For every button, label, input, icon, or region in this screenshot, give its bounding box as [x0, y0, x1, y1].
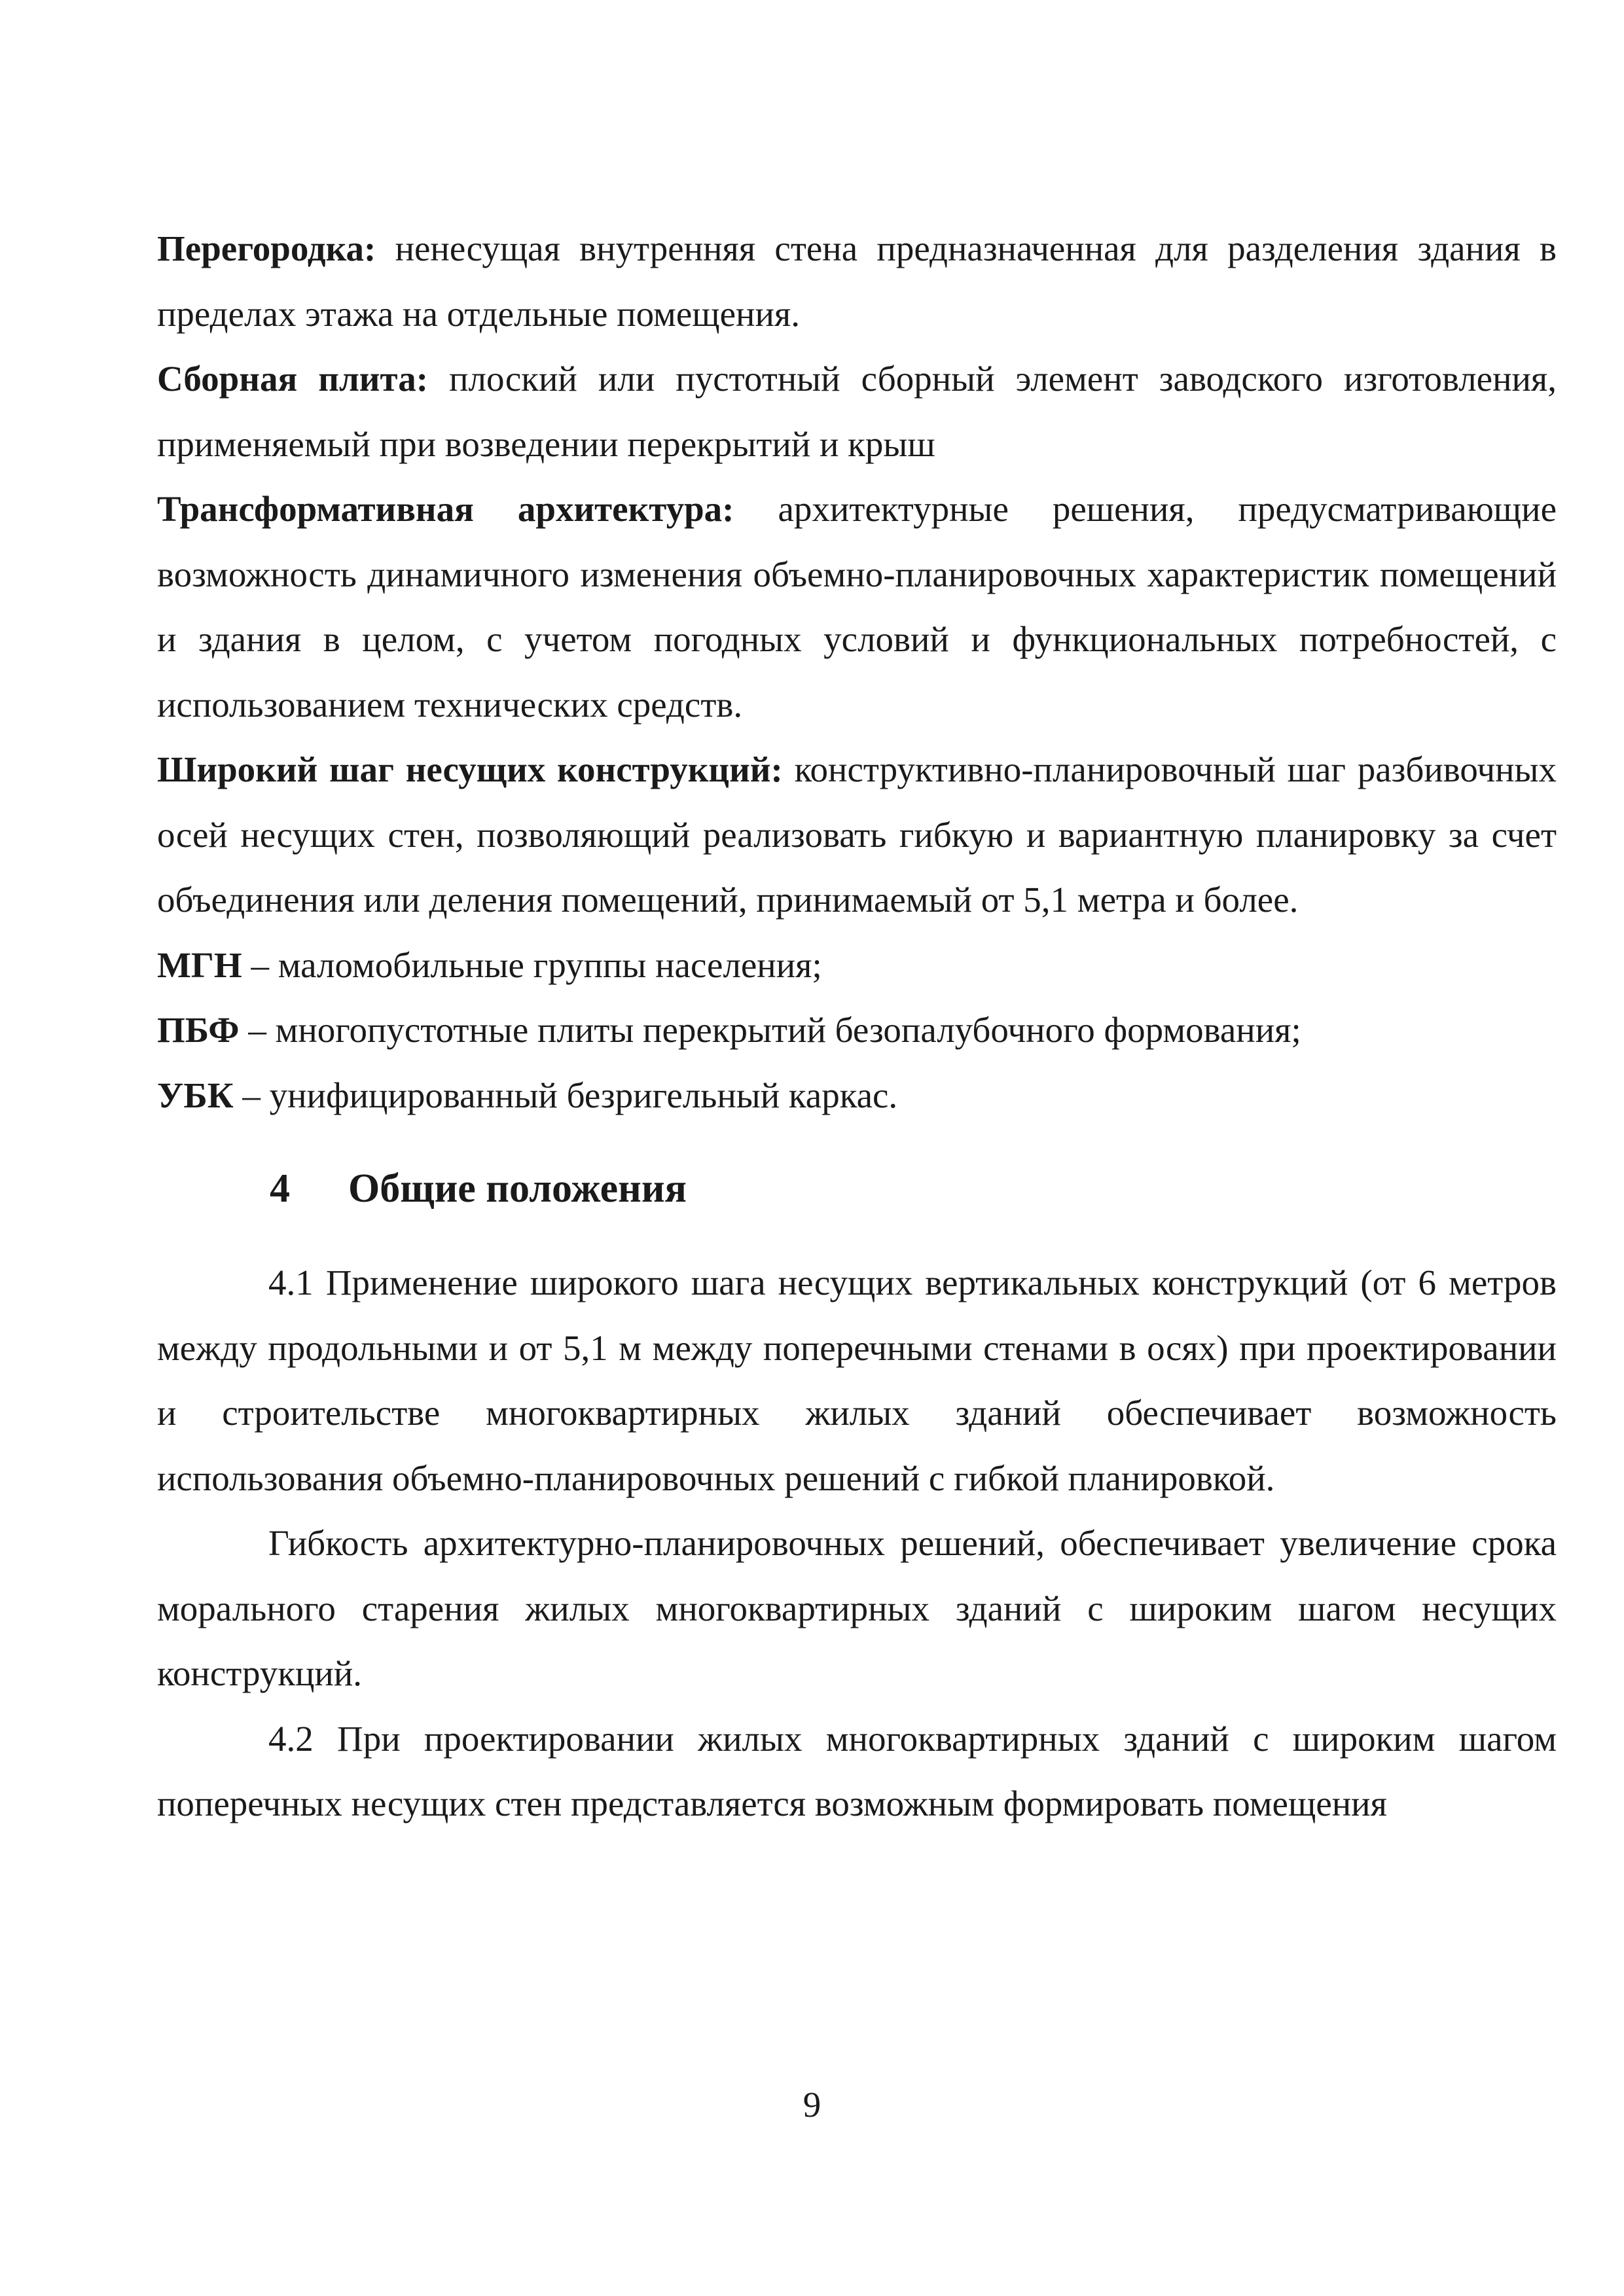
abbreviation-ubk	[157, 1063, 1557, 1128]
abbreviation-term: ПБФ	[157, 1010, 240, 1050]
section-number: 4	[270, 1166, 290, 1211]
abbreviation-mgn	[157, 933, 1557, 998]
definition-term: Трансформативная архитектура:	[157, 489, 734, 529]
definition-text: конструктивно-планировочный шаг разбивочных осей несущих стен, позволяющий реализовать гибкую и вариантную планировку за счет объединения или деления помещений, принимаемый от 5,1 метра и более.	[157, 749, 1557, 920]
definition-term: Широкий шаг несущих конструкций:	[157, 749, 783, 789]
definition-precast-slab	[157, 346, 1557, 476]
abbreviation-term: УБК	[157, 1075, 234, 1115]
abbreviation-text: – унифицированный безригельный каркас.	[233, 1075, 898, 1115]
definition-partition	[157, 216, 1557, 346]
definition-term: Перегородка:	[157, 228, 376, 268]
definition-text: плоский или пустотный сборный элемент заводского изготовления, применяемый при возведении перекрытий и крыш	[157, 359, 1557, 464]
section-title: Общие положения	[348, 1166, 687, 1211]
definition-wide-pitch	[157, 737, 1557, 933]
abbreviation-text: – многопустотные плиты перекрытий безопалубочного формования;	[239, 1010, 1301, 1050]
definition-text: архитектурные решения, предусматривающие возможность динамичного изменения объемно-планировочных характеристик помещений и здания в целом, с учетом погодных условий и функциональных потребностей, с использованием технических средств.	[157, 489, 1557, 725]
section-heading	[157, 1156, 1557, 1221]
page-number: 9	[803, 2085, 821, 2125]
definition-text: ненесущая внутренняя стена предназначенная для разделения здания в пределах этажа на отдельные помещения.	[157, 228, 1557, 334]
paragraph-4-2: 4.2 При проектировании жилых многоквартирных зданий с широким шагом поперечных несущих стен представляется возможным формировать помещения	[157, 1718, 1557, 1823]
definition-term: Сборная плита:	[157, 359, 429, 399]
abbreviation-text: – маломобильные группы населения;	[242, 944, 822, 985]
definition-transformative-architecture	[157, 476, 1557, 737]
abbreviation-term: МГН	[157, 944, 242, 985]
abbreviation-pbf	[157, 997, 1557, 1063]
paragraph-flexibility: Гибкость архитектурно-планировочных решений, обеспечивает увеличение срока морального старения жилых многоквартирных зданий с широким шагом несущих конструкций.	[157, 1523, 1557, 1693]
paragraph-4-1: 4.1 Применение широкого шага несущих вертикальных конструкций (от 6 метров между продольными и от 5,1 м между поперечными стенами в осях) при проектировании и строительстве многоквартирных жилых зданий обеспечивает возможность использования объемно-планировочных решений с гибкой планировкой.	[157, 1263, 1557, 1498]
page-body	[157, 216, 1557, 1837]
